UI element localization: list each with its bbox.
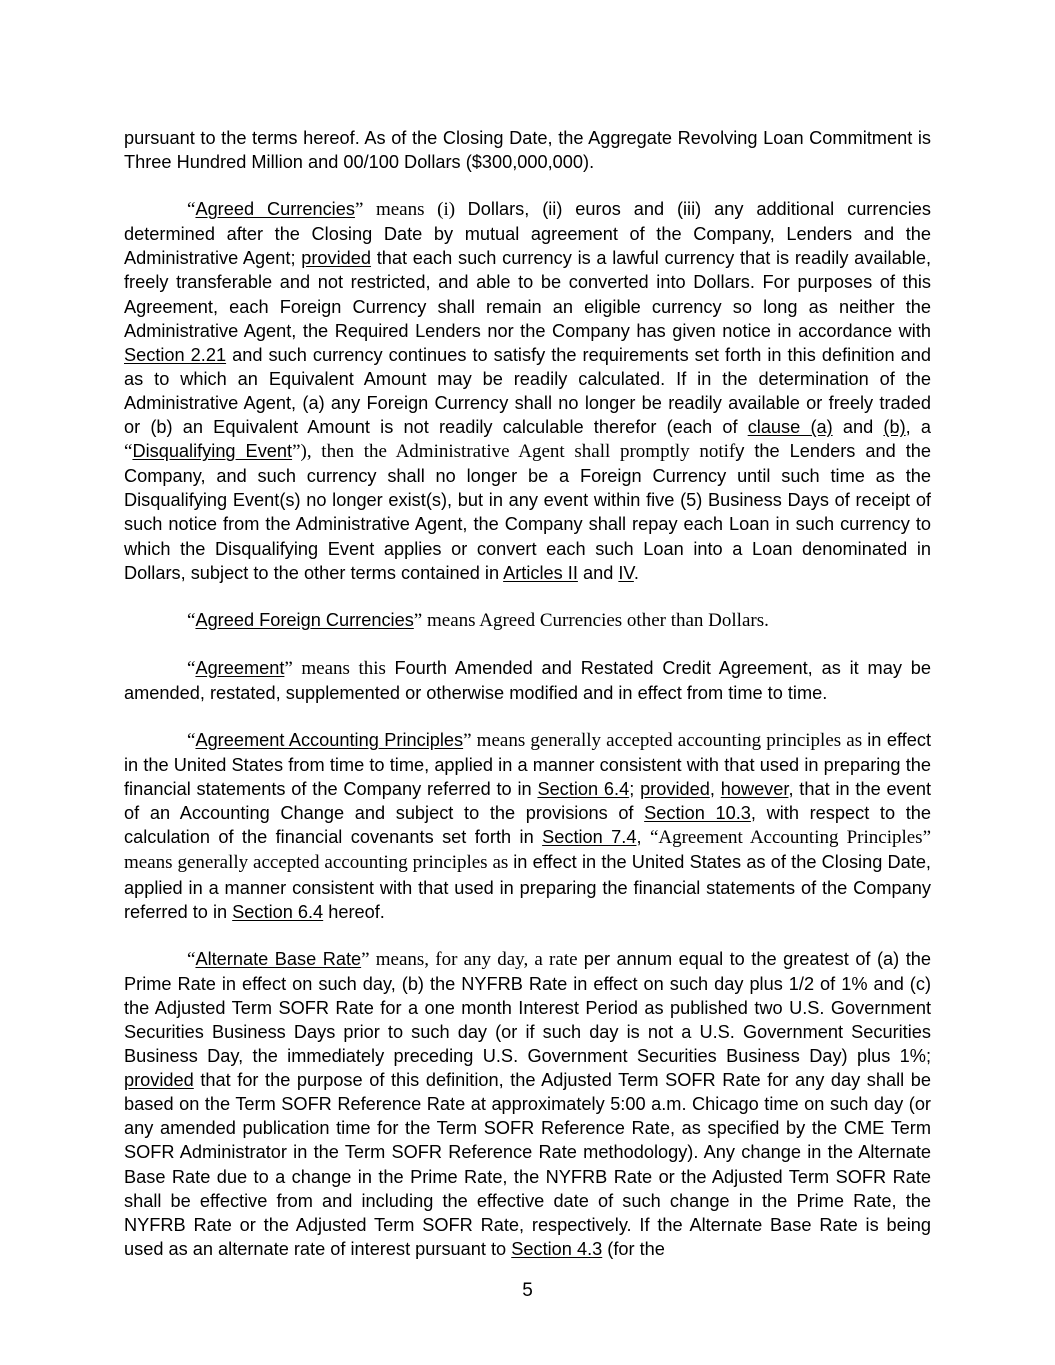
text-segment: ” means this — [284, 657, 395, 679]
text-segment: that for the purpose of this definition, the Adjusted Term SOFR Rate for any day shall be based on the Term SOFR Reference Rate at approximately 5:00 a.m. Chicago time on such day (or any amended publication time for the Term SOFR Reference Rate, as specified by the CME Term SOFR Administrator in the Term SOFR Reference Rate methodology). Any change in the Alternate Base Rate due to a change in the Prime Rate, the NYFRB Rate or the Adjusted Term SOFR Rate shall be effective from and including the effective date of such change in the Prime Rate, the NYFRB Rate or the Adjusted Term SOFR Rate, respectively. If the Alternate Base Rate is being used as an alternate rate of interest pursuant to — [124, 1070, 931, 1259]
text-segment: pursuant to the terms hereof. As of the Closing Date, the Aggregate Revolving Loan Commitment is Three Hundred Million and 00/100 Dollars ($300,000,000). — [124, 128, 931, 173]
text-segment: and such currency continues to satisfy the requirements set forth in this definition and as to which an Equivalent Amount may be readily calculated. If in the determination of the Administrative Agent, (a) any Foreign Currency shall no longer be readily available or freely traded or (b) an Equivalent Amount is not readily calculable therefor (each of — [124, 344, 931, 438]
defined-term-reference: Alternate Base Rate — [195, 948, 362, 969]
text-segment: “Agreement Accounting Principles” means generally accepted accounting principles as — [124, 827, 932, 874]
page-number: 5 — [522, 1280, 533, 1301]
text-segment: ” means generally accepted accounting principles as — [463, 729, 868, 751]
defined-term-reference: provided — [301, 248, 372, 269]
text-segment: and — [577, 562, 619, 583]
text-segment: “ — [124, 441, 133, 463]
text-segment: . — [633, 562, 639, 583]
defined-term-reference: Section 6.4 — [232, 901, 324, 922]
document-body — [124, 126, 931, 1284]
text-segment: (for the — [602, 1238, 665, 1259]
text-segment: , — [709, 779, 721, 800]
text-segment: in effect in the United States from time to time, applied in a manner consistent with that used in preparing the financial statements of the Company referred to in — [124, 729, 931, 800]
defined-term-reference: IV — [618, 562, 634, 583]
text-segment: “ — [187, 609, 196, 631]
defined-term-reference: (b) — [883, 417, 906, 438]
text-segment: ” means (i) — [354, 199, 468, 221]
text-segment: per annum equal to the greatest of (a) the Prime Rate in effect on such day, (b) the NYFRB Rate in effect on such day plus 1/2 of 1% and (c) the Adjusted Term SOFR Rate for a one month Interest Period as published two U.S. Government Securities Business Days prior to such day (or if such day is not a U.S. Government Securities Business Day, the immediately preceding U.S. Government Securities Business Day) plus 1%; — [124, 948, 932, 1067]
text-segment: ” means Agreed Currencies other than Dollars. — [413, 609, 769, 631]
defined-term-reference: Articles II — [503, 562, 578, 583]
text-segment: “ — [187, 948, 196, 970]
text-segment: Dollars, (ii) euros and (iii) any additional currencies determined after the Closing Date by mutual agreement of the Company, Lenders and the Administrative Agent; — [124, 199, 931, 269]
defined-term-reference: Disqualifying Event — [132, 441, 293, 462]
paragraph-p3 — [124, 656, 931, 705]
defined-term-reference: Section 2.21 — [124, 344, 227, 365]
text-segment: Fourth Amended and Restated Credit Agreement, as it may be amended, restated, supplemented or otherwise modified and in effect from time to time. — [124, 657, 931, 703]
text-segment: , a — [905, 417, 931, 438]
defined-term-reference: Agreement Accounting Principles — [195, 729, 464, 750]
text-segment: , with respect to the calculation of the financial covenants set forth in — [124, 803, 932, 848]
defined-term-reference: provided — [640, 779, 710, 800]
text-segment: in effect in the United States as of the Closing Date, applied in a manner consistent with that used in preparing the financial statements of the Company referred to in — [124, 852, 931, 922]
text-segment: y the Lenders and the Company, and such currency shall no longer be a Foreign Currency until such time as the Disqualifying Event(s) no longer exist(s), but in any event within five (5) Business Days of receipt of such notice from the Administrative Agent, the Company shall repay each Loan in such currency to which the Disqualifying Event applies or convert each such Loan into a Loan denominated in Dollars, subject to the other terms contained in — [124, 441, 931, 583]
defined-term-reference: Section 6.4 — [537, 779, 630, 800]
paragraph-p1 — [124, 197, 931, 585]
defined-term-reference: Section 7.4 — [542, 827, 637, 848]
text-segment: ” means, for any day, a rate — [361, 948, 584, 970]
paragraph-p0 — [124, 126, 931, 174]
paragraph-p4 — [124, 728, 931, 924]
defined-term-reference: Agreed Currencies — [195, 199, 355, 220]
defined-term-reference: clause (a) — [747, 417, 833, 438]
text-segment: and — [832, 417, 884, 438]
text-segment: , that in the event of an Accounting Change and subject to the provisions of — [124, 779, 931, 824]
defined-term-reference: Agreement — [195, 657, 285, 678]
defined-term-reference: however — [720, 779, 789, 800]
paragraph-p2 — [124, 608, 931, 633]
text-segment: hereof. — [323, 901, 385, 922]
text-segment: that each such currency is a lawful currency that is readily available, freely transferable and not restricted, and able to be converted into Dollars. For purposes of this Agreement, each Foreign Currency shall remain an eligible currency so long as neither the Administrative Agent, the Required Lenders nor the Company has given notice in accordance with — [124, 248, 932, 341]
defined-term-reference: provided — [124, 1070, 194, 1091]
text-segment: “ — [187, 657, 196, 679]
text-segment: , — [636, 827, 650, 848]
defined-term-reference: Agreed Foreign Currencies — [195, 609, 414, 630]
text-segment: ; — [629, 779, 641, 800]
text-segment: “ — [187, 729, 196, 751]
defined-term-reference: Section 4.3 — [511, 1238, 603, 1259]
text-segment: “ — [187, 199, 196, 221]
defined-term-reference: Section 10.3 — [644, 803, 751, 824]
text-segment: ”), then the Administrative Agent shall promptly notif — [292, 441, 736, 463]
paragraph-p5 — [124, 947, 931, 1261]
